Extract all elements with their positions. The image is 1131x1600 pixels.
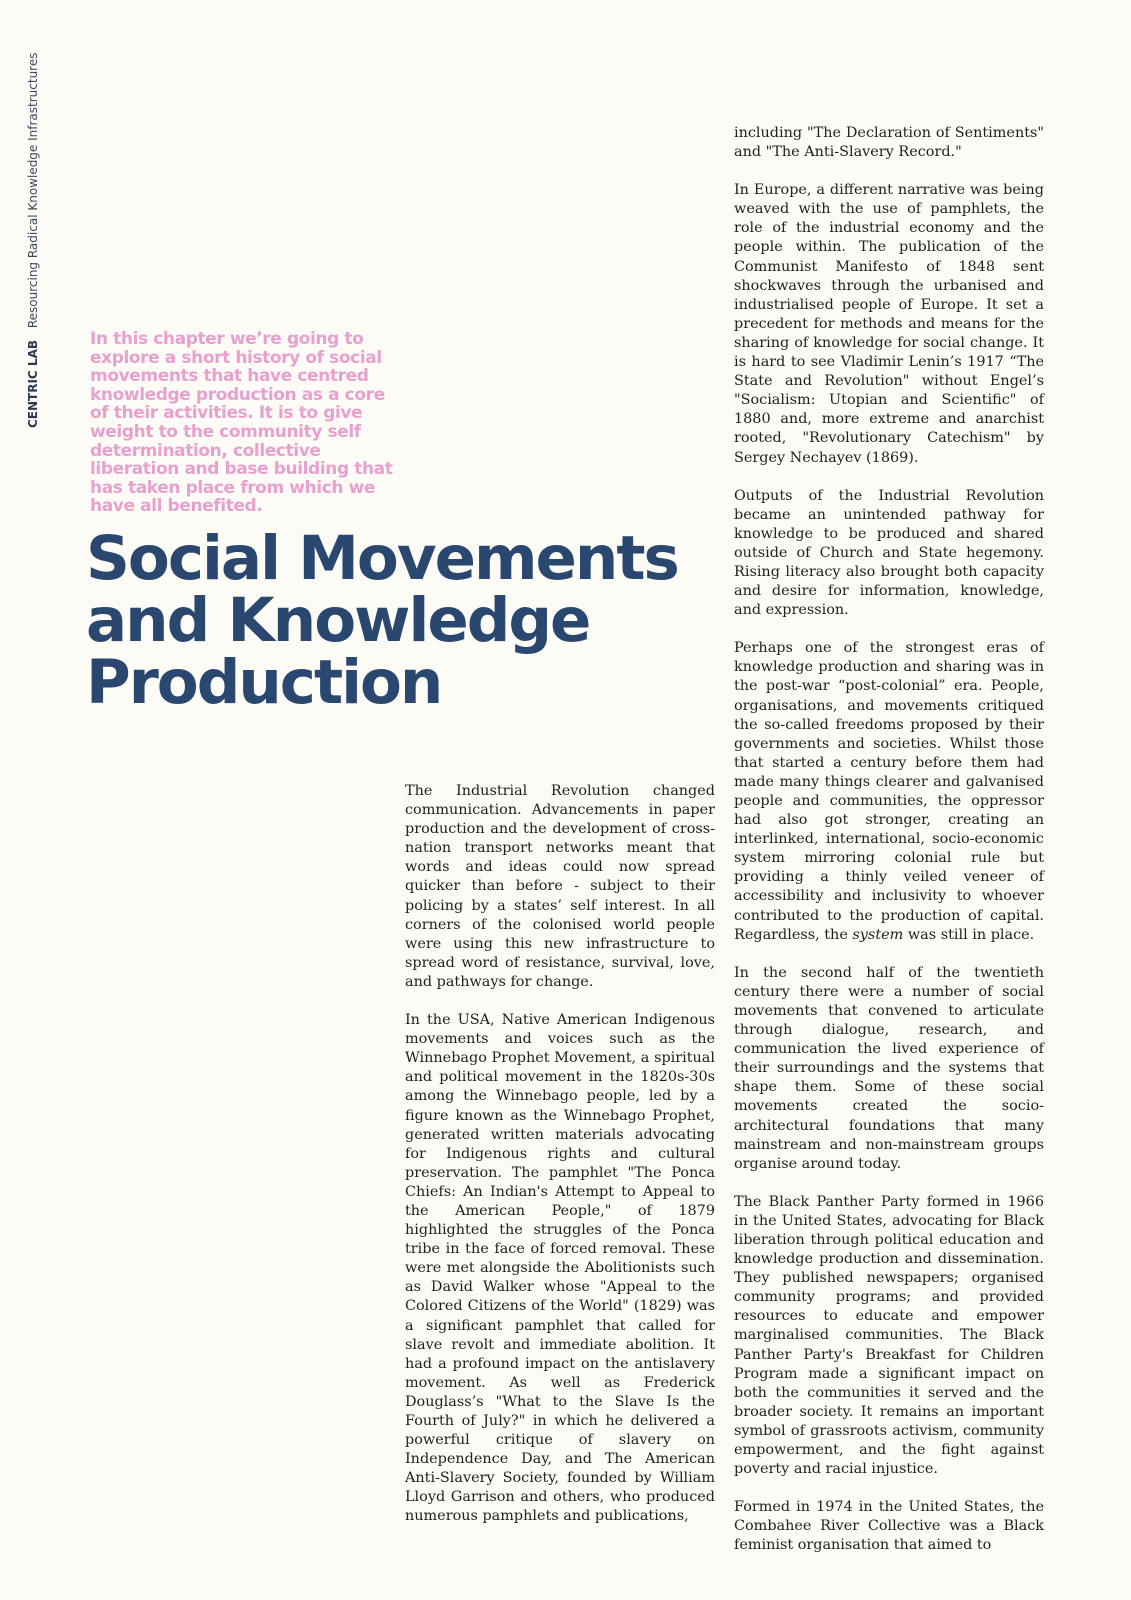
- body-column-right: [734, 124, 1044, 1574]
- paragraph-text: Perhaps one of the strongest eras of knowledge production and sharing was in the post-war “post-colonial” era. People, organisations, and movements critiqued the so-called freedoms proposed by their governments and societies. Whilst those that started a century before them had made many things clearer and galvanised people and communities, the oppressor had also got stronger, creating an interlinked, international, socio-economic system mirroring colonial rule but providing a thinly veiled veneer of accessibility and inclusivity to whoever contributed to the production of capital. Regardless, the: [734, 640, 1044, 943]
- body-column-left: [405, 782, 715, 1546]
- paragraph: In Europe, a different narrative was being weaved with the use of pamphlets, the role of the industrial economy and the people within. The publication of the Communist Manifesto of 1848 sent shockwaves through the urbanised and industrialised people of Europe. It set a precedent for methods and means for the sharing of knowledge for social change. It is hard to see Vladimir Lenin’s 1917 “The State and Revolution" without Engel’s "Socialism: Utopian and Scientific" of 1880 and, more extreme and anarchist rooted, "Revolutionary Catechism" by Sergey Nechayev (1869).: [734, 182, 1044, 466]
- title-line-3: Production: [86, 647, 442, 718]
- emphasis-text: system: [852, 926, 904, 943]
- page-title: [86, 523, 726, 718]
- paragraph: Formed in 1974 in the United States, the Combahee River Collective was a Black feminist organisation that aimed to: [734, 1499, 1044, 1554]
- paragraph: including "The Declaration of Sentiments" and "The Anti-Slavery Record.": [734, 125, 1044, 161]
- paragraph: In the USA, Native American Indigenous movements and voices such as the Winnebago Prophet Movement, a spiritual and political movement in the 1820s-30s among the Winnebago people, led by a figure known as the Winnebago Prophet, generated written materials advocating for Indigenous rights and cultural preservation. The pamphlet "The Ponca Chiefs: An Indian's Attempt to Appeal to the American People," of 1879 highlighted the struggles of the Ponca tribe in the face of forced removal. These were met alongside the Abolitionists such as David Walker whose "Appeal to the Colored Citizens of the World" (1829) was a significant pamphlet that called for slave revolt and immediate abolition. It had a profound impact on the antislavery movement. As well as Frederick Douglass’s "What to the Slave Is the Fourth of July?" in which he delivered a powerful critique of slavery on Independence Day, and The American Anti-Slavery Society, founded by William Lloyd Garrison and others, who produced numerous pamphlets and publications,: [405, 1012, 715, 1525]
- paragraph: The Black Panther Party formed in 1966 in the United States, advocating for Black liberation through political education and knowledge production and dissemination. They published newspapers; organised community programs; and provided resources to educate and empower marginalised communities. The Black Panther Party's Breakfast for Children Program made a significant impact on both the communities it served and the broader society. It remains an important symbol of grassroots activism, community empowerment, and the fight against poverty and racial injustice.: [734, 1193, 1044, 1478]
- paragraph: Outputs of the Industrial Revolution became an unintended pathway for knowledge to be produced and shared outside of Church and State hegemony. Rising literacy also brought both capacity and desire for information, knowledge, and expression.: [734, 487, 1044, 619]
- paragraph: [734, 639, 1044, 945]
- paragraph: The Industrial Revolution changed communication. Advancements in paper production and the development of cross-nation transport networks meant that words and ideas could now spread quicker than before - subject to their policing by a states’ self interest. In all corners of the colonised world people were using this new infrastructure to spread word of resistance, survival, love, and pathways for change.: [405, 783, 715, 990]
- title-line-2: and Knowledge: [86, 585, 590, 656]
- title-line-1: Social Movements: [86, 523, 678, 594]
- paragraph: In the second half of the twentieth century there were a number of social movements that convened to articulate through dialogue, research, and communication the lived experience of their surroundings and the systems that shape them. Some of these social movements created the socio-architectural foundations that many mainstream and non-mainstream groups organise around today.: [734, 964, 1044, 1172]
- paragraph-text: was still in place.: [903, 926, 1035, 943]
- sidebar-org-name: CENTRIC LAB: [26, 339, 40, 428]
- intro-text: In this chapter we’re going to explore a short history of social movements that have centred knowledge production as a core of their activities. It is to give weight to the community self determination, collective liberation and base building that has taken place from which we have all benefited.: [90, 329, 393, 517]
- sidebar-subtitle: Resourcing Radical Knowledge Infrastructures: [26, 52, 40, 329]
- sidebar-running-header: [26, 53, 40, 429]
